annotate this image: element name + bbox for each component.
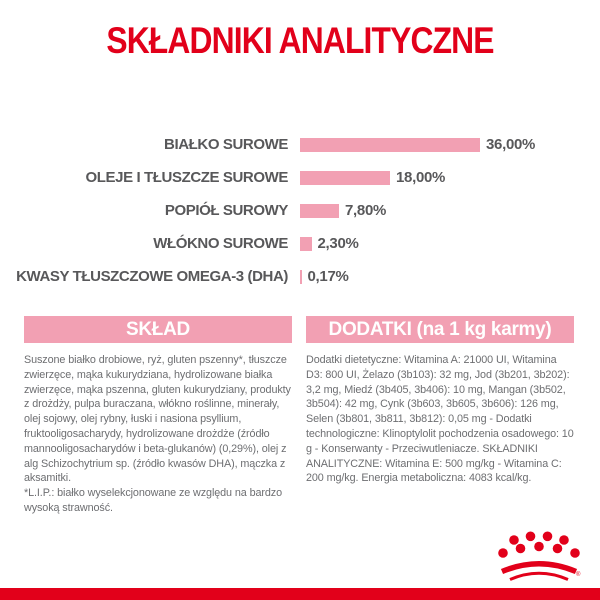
chart-row <box>0 260 600 293</box>
sklad-header: SKŁAD <box>24 316 292 343</box>
ingredients-text: Suszone białko drobiowe, ryż, gluten pszenny*, tłuszcze zwierzęce, mąka kukurydziana, hydrolizowane białka zwierzęce, mąka pszenna, gluten kukurydziany, produkty z drożdży, pulpa buraczana, włókno roślinne, minerały, olej sojowy, olej rybny, łuski i nasiona psyllium, fruktooligosacharydy, hydrolizowane drożdże (źródło mannooligosacharydów i beta-glukanów) (0,29%), olej z alg Schizochytrium sp. (źródło kwasów DHA), mączka z aksamitki. <box>24 354 291 485</box>
chart-value-label: 0,17% <box>307 268 349 285</box>
chart-value-label: 36,00% <box>486 136 536 153</box>
chart-value-label: 7,80% <box>345 202 387 219</box>
chart-category-label: KWASY TŁUSZCZOWE OMEGA-3 (DHA) <box>16 268 288 285</box>
chart-row <box>0 128 600 161</box>
section-dodatki <box>306 316 574 486</box>
chart-category-label: WŁÓKNO SUROWE <box>153 235 288 252</box>
chart-bar <box>300 237 312 251</box>
footer-red-bar <box>0 588 600 600</box>
chart-bar <box>300 204 339 218</box>
registered-mark: ® <box>576 572 581 578</box>
dodatki-header: DODATKI (na 1 kg karmy) <box>306 316 574 343</box>
chart-bar <box>300 171 390 185</box>
sklad-body <box>24 353 292 516</box>
chart-row <box>0 194 600 227</box>
section-sklad <box>24 316 292 516</box>
nutrition-bar-chart <box>0 128 600 293</box>
chart-bar <box>300 138 480 152</box>
lip-footnote: *L.I.P.: białko wyselekcjonowane ze względu na bardzo wysoką strawność. <box>24 487 282 514</box>
chart-value-label: 2,30% <box>317 235 359 252</box>
dodatki-body <box>306 353 574 486</box>
chart-row <box>0 161 600 194</box>
chart-row <box>0 227 600 260</box>
page-title: SKŁADNIKI ANALITYCZNE <box>106 20 494 61</box>
chart-category-label: BIAŁKO SUROWE <box>164 136 288 153</box>
royal-canin-crown-icon <box>497 531 581 581</box>
chart-category-label: POPIÓŁ SUROWY <box>164 202 288 219</box>
additives-text: Dodatki dietetyczne: Witamina A: 21000 UI, Witamina D3: 800 UI, Żelazo (3b103): 32 mg, Jod (3b201, 3b202): 3,2 mg, Miedź (3b405, 3b406): 10 mg, Mangan (3b502, 3b504): 42 mg, Cynk (3b603, 3b605, 3b606): 126 mg, Selen (3b801, 3b811, 3b812): 0,05 mg - Dodatki technologiczne: Klinoptylolit pochodzenia osadowego: 10 g - Konserwanty - Przeciwutleniacze. SKŁADNIKI ANALITYCZNE: Witamina E: 500 mg/kg - Witamina C: 200 mg/kg. Energia metaboliczna: 4083 kcal/kg. <box>306 354 574 485</box>
chart-category-label: OLEJE I TŁUSZCZE SUROWE <box>85 169 288 186</box>
chart-value-label: 18,00% <box>396 169 446 186</box>
chart-bar <box>300 270 302 284</box>
